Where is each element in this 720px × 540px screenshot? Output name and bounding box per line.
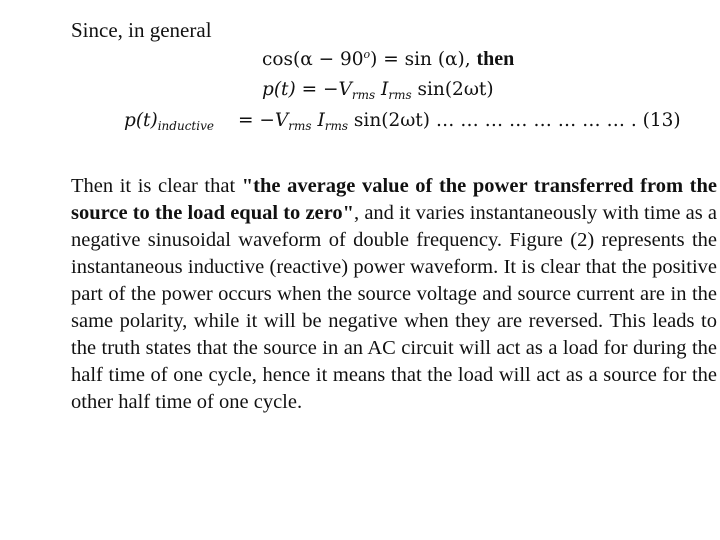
equation-identity — [262, 48, 514, 71]
identity-rhs: ) = sin (α), — [370, 49, 477, 70]
degree-superscript: o — [363, 48, 371, 61]
power-v: V — [338, 79, 352, 100]
body-paragraph — [71, 173, 717, 416]
power-i-sub: rms — [388, 88, 412, 102]
equation-power — [262, 79, 494, 102]
paragraph-rest: , and it varies instantaneously with time as a negative sinusoidal waveform of double frequency. Figure (2) represents the instantaneous inductive (reactive) power waveform. It is clear that the positive part of the power occurs when the source voltage and source current are in the same polarity, while it will be negative when they are reversed. This leads to the truth states that the source in an AC circuit will act as a load for during the half time of one cycle, hence it means that the load will act as a source for the other half time of one cycle. — [71, 201, 717, 413]
power-v-sub: rms — [351, 88, 376, 102]
power-i: I — [381, 79, 389, 100]
paragraph-lead: Then it is clear that — [71, 174, 242, 197]
inductive-lhs: p(t) — [124, 110, 158, 131]
identity-lhs: cos(α − 90 — [262, 49, 364, 70]
inductive-lhs-sub: inductive — [157, 119, 214, 133]
identity-then: then — [476, 48, 515, 70]
paragraph-bold-quote: "the average value of the power transferred from the source to the load equal to zero" — [71, 174, 717, 224]
equation-inductive — [124, 110, 681, 133]
power-rhs: sin(2ωt) — [411, 79, 494, 100]
inductive-eq: = − — [238, 110, 275, 131]
inductive-i-sub: rms — [324, 119, 349, 133]
inductive-lhs-wrap — [124, 110, 238, 133]
intro-text: Since, in general — [71, 18, 212, 42]
inductive-i: I — [317, 110, 325, 131]
power-lhs: p(t) = − — [262, 79, 339, 100]
inductive-v: V — [274, 110, 289, 131]
inductive-rhs: sin(2ωt) … … … … … … … … . (13) — [348, 110, 681, 131]
inductive-v-sub: rms — [288, 119, 312, 133]
